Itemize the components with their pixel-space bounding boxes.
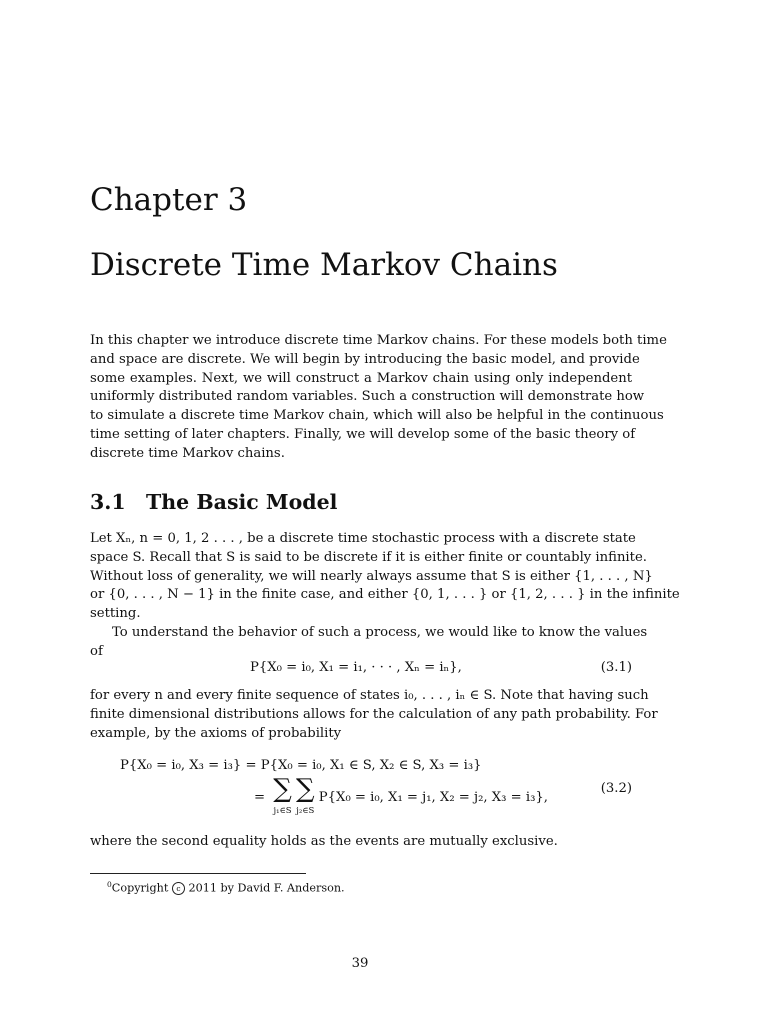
paragraph-line: of — [90, 643, 103, 659]
intro-paragraph — [90, 332, 667, 464]
footnote — [107, 877, 345, 896]
basic-model-paragraph — [90, 530, 680, 624]
paragraph-line: or {0, . . . , N − 1} in the finite case, and either {0, 1, . . . } or {1, 2, . . . } in the infinite — [90, 587, 680, 603]
equals-sign: = — [254, 790, 266, 805]
equation-number-3-1: (3.1) — [600, 660, 632, 675]
footnote-prefix: Copyright — [111, 881, 169, 895]
equation-3-1: P{X₀ = i₀, X₁ = i₁, · · · , Xₙ = iₙ}, — [250, 660, 462, 675]
equation-3-2-body: P{X₀ = i₀, X₁ = j₁, X₂ = j₂, X₃ = i₃}, — [318, 790, 548, 805]
footnote-text: 2011 by David F. Anderson. — [188, 881, 345, 895]
equation-3-2-line2 — [254, 776, 548, 817]
section-title: The Basic Model — [146, 490, 338, 514]
intro-line: time setting of later chapters. Finally, we will develop some of the basic theory of — [90, 426, 636, 442]
sum-subscript: j₁∈S — [273, 806, 292, 816]
sum-subscript: j₂∈S — [296, 806, 315, 816]
paragraph-line: Without loss of generality, we will nearly always assume that S is either {1, . . . , N} — [90, 568, 653, 584]
intro-line: In this chapter we introduce discrete time Markov chains. For these models both time — [90, 333, 667, 348]
section-heading — [90, 488, 337, 516]
equation-3-2-line1: P{X₀ = i₀, X₃ = i₃} = P{X₀ = i₀, X₁ ∈ S, X₂ ∈ S, X₃ = i₃} — [120, 758, 482, 773]
page-number: 39 — [351, 956, 369, 971]
values-paragraph — [90, 624, 648, 662]
paragraph-line: To understand the behavior of such a process, we would like to know the values — [112, 625, 648, 640]
footnote-mark: 0 — [107, 880, 112, 889]
mutually-exclusive-paragraph — [90, 833, 632, 852]
paragraph-line: example, by the axioms of probability — [90, 725, 342, 741]
paragraph-line: setting. — [90, 606, 141, 622]
paragraph-line: finite dimensional distributions allows for the calculation of any path probability. For — [90, 706, 658, 722]
footnote-rule — [90, 873, 306, 874]
equation-number-3-2: (3.2) — [600, 781, 632, 796]
distributions-paragraph — [90, 687, 658, 743]
paragraph-line: space S. Recall that S is said to be discrete if it is either finite or countably infinite. — [90, 549, 647, 565]
summation-j2 — [296, 776, 315, 817]
intro-line: some examples. Next, we will construct a Markov chain using only independent — [90, 370, 632, 386]
sum-symbol: ∑ — [296, 774, 315, 804]
chapter-label: Chapter 3 — [90, 182, 248, 218]
chapter-title: Discrete Time Markov Chains — [90, 247, 558, 283]
copyright-icon: c — [172, 882, 185, 895]
paragraph-line: where the second equality holds as the events are mutually exclusive. — [90, 834, 558, 849]
intro-line: uniformly distributed random variables. Such a construction will demonstrate how — [90, 389, 645, 405]
paragraph-line: Let Xₙ, n = 0, 1, 2 . . . , be a discrete time stochastic process with a discrete state — [90, 531, 636, 546]
paragraph-line: for every n and every finite sequence of states i₀, . . . , iₙ ∈ S. Note that having such — [90, 688, 649, 703]
intro-line: to simulate a discrete time Markov chain, which will also be helpful in the continuous — [90, 408, 664, 424]
intro-line: discrete time Markov chains. — [90, 445, 285, 461]
intro-line: and space are discrete. We will begin by introducing the basic model, and provide — [90, 351, 640, 367]
section-number: 3.1 — [90, 490, 126, 514]
summation-j1 — [273, 776, 292, 817]
sum-symbol: ∑ — [273, 774, 292, 804]
